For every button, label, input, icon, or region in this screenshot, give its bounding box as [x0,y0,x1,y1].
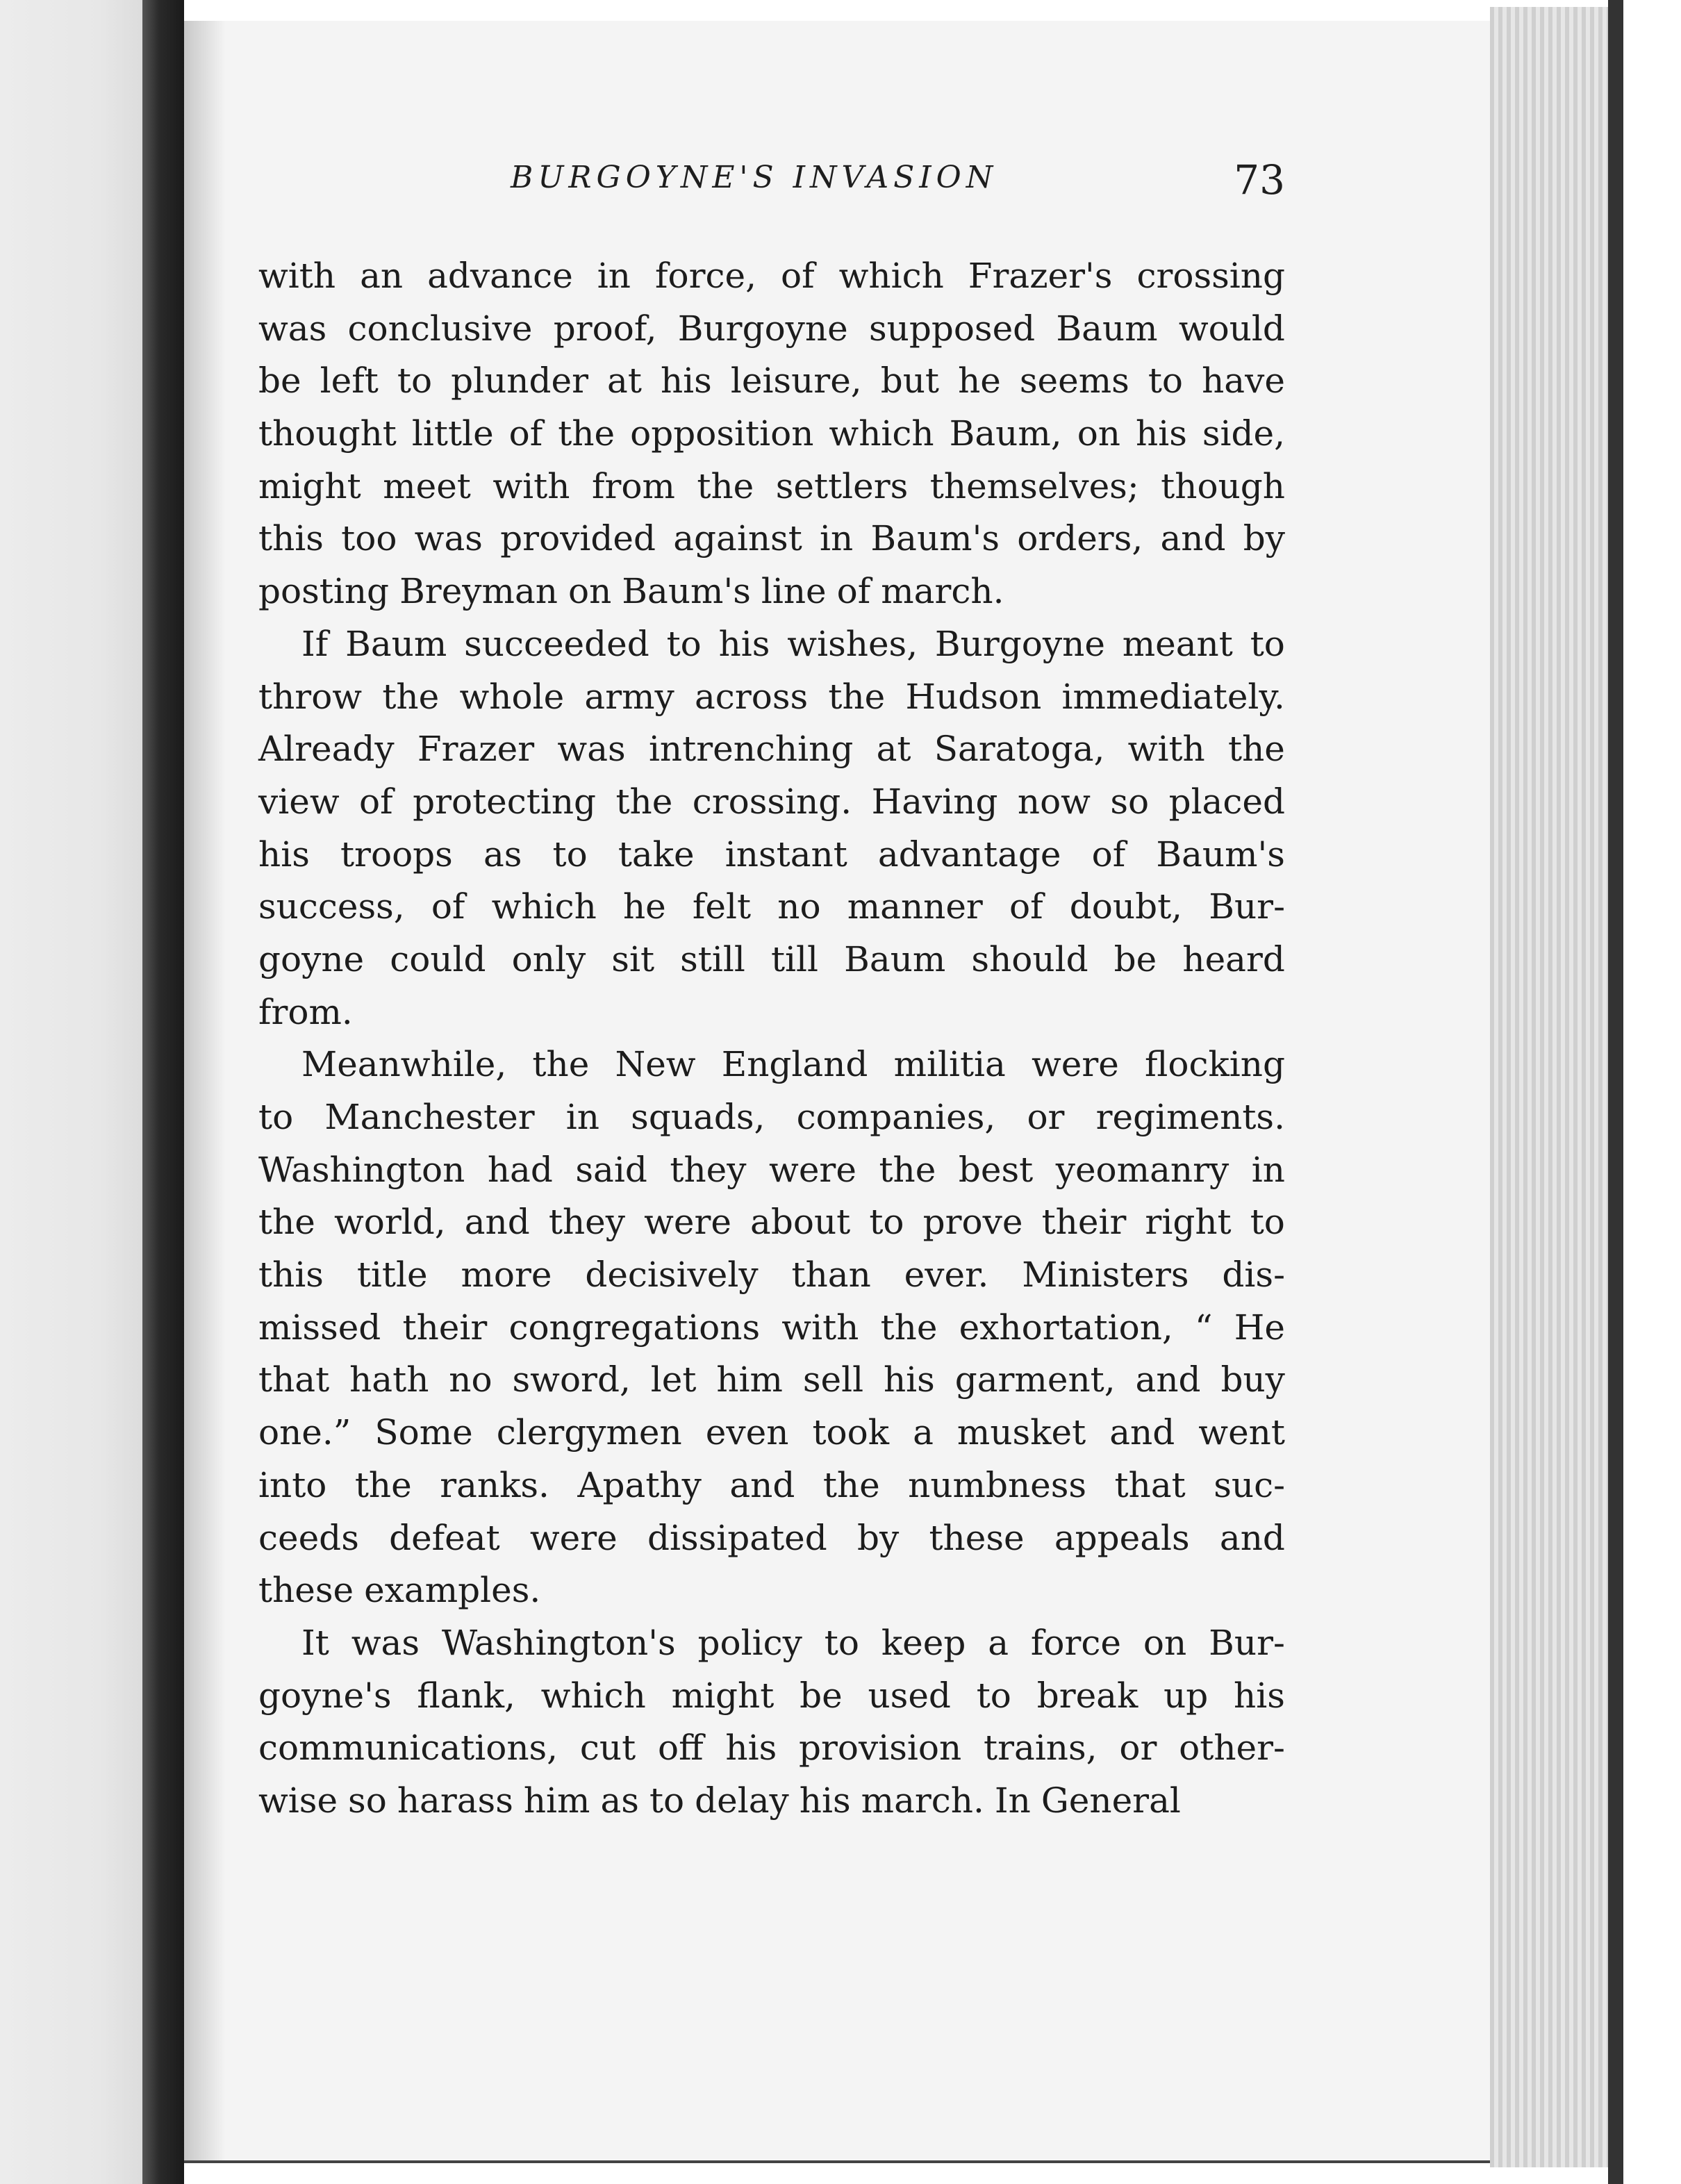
text-line: It was Washington's policy to keep a force on Bur- [301,1622,1285,1663]
page-edges [1490,7,1608,2167]
text-line: success, of which he felt no manner of doubt, Bur- [258,886,1285,927]
text-line: If Baum succeeded to his wishes, Burgoyne meant to [301,623,1285,664]
running-head: BURGOYNE'S INVASION [511,160,998,195]
book-cover-edge [1608,0,1623,2184]
text-line: ceeds defeat were dissipated by these appeals and [258,1517,1285,1558]
text-line: posting Breyman on Baum's line of march. [258,571,1004,612]
text-line: this too was provided against in Baum's orders, and by [258,518,1285,559]
left-page-margin [0,0,142,2184]
paragraph [258,250,1285,618]
text-line: Meanwhile, the New England militia were flocking [301,1044,1285,1085]
text-line: his troops as to take instant advantage of Baum's [258,834,1285,875]
paragraph [258,1617,1285,1828]
text-line: view of protecting the crossing. Having now so placed [258,781,1285,822]
book-spine [142,0,184,2184]
text-line: to Manchester in squads, companies, or regiments. [258,1097,1285,1137]
text-line: was conclusive proof, Burgoyne supposed Baum would [258,308,1285,349]
text-line: be left to plunder at his leisure, but he seems to have [258,361,1285,402]
paragraph [258,618,1285,1039]
text-line: with an advance in force, of which Frazer's crossing [258,256,1285,296]
gutter-shadow [184,21,226,2160]
text-line: communications, cut off his provision trains, or other- [258,1728,1285,1769]
page-number: 73 [1234,156,1285,204]
text-line: into the ranks. Apathy and the numbness that suc- [258,1464,1285,1505]
text-line: thought little of the opposition which Baum, on his side, [258,413,1285,454]
text-line: one.” Some clergymen even took a musket and went [258,1412,1285,1453]
text-line: might meet with from the settlers themselves; though [258,465,1285,506]
text-line: from. [258,991,353,1032]
text-line: this title more decisively than ever. Ministers dis- [258,1255,1285,1296]
text-line: goyne could only sit still till Baum should be heard [258,938,1285,979]
text-line: the world, and they were about to prove their right to [258,1202,1285,1243]
text-line: throw the whole army across the Hudson immediately. [258,676,1285,717]
paragraph [258,1039,1285,1617]
text-line: wise so harass him as to delay his march. In General [258,1780,1181,1821]
text-line: missed their congregations with the exhortation, “ He [258,1307,1285,1348]
body-text [258,250,1285,1828]
text-line: these examples. [258,1570,541,1611]
text-line: Washington had said they were the best yeomanry in [258,1149,1285,1190]
text-line: Already Frazer was intrenching at Saratoga, with the [258,729,1285,770]
text-line: that hath no sword, let him sell his garment, and buy [258,1359,1285,1400]
text-line: goyne's flank, which might be used to break up his [258,1675,1285,1716]
